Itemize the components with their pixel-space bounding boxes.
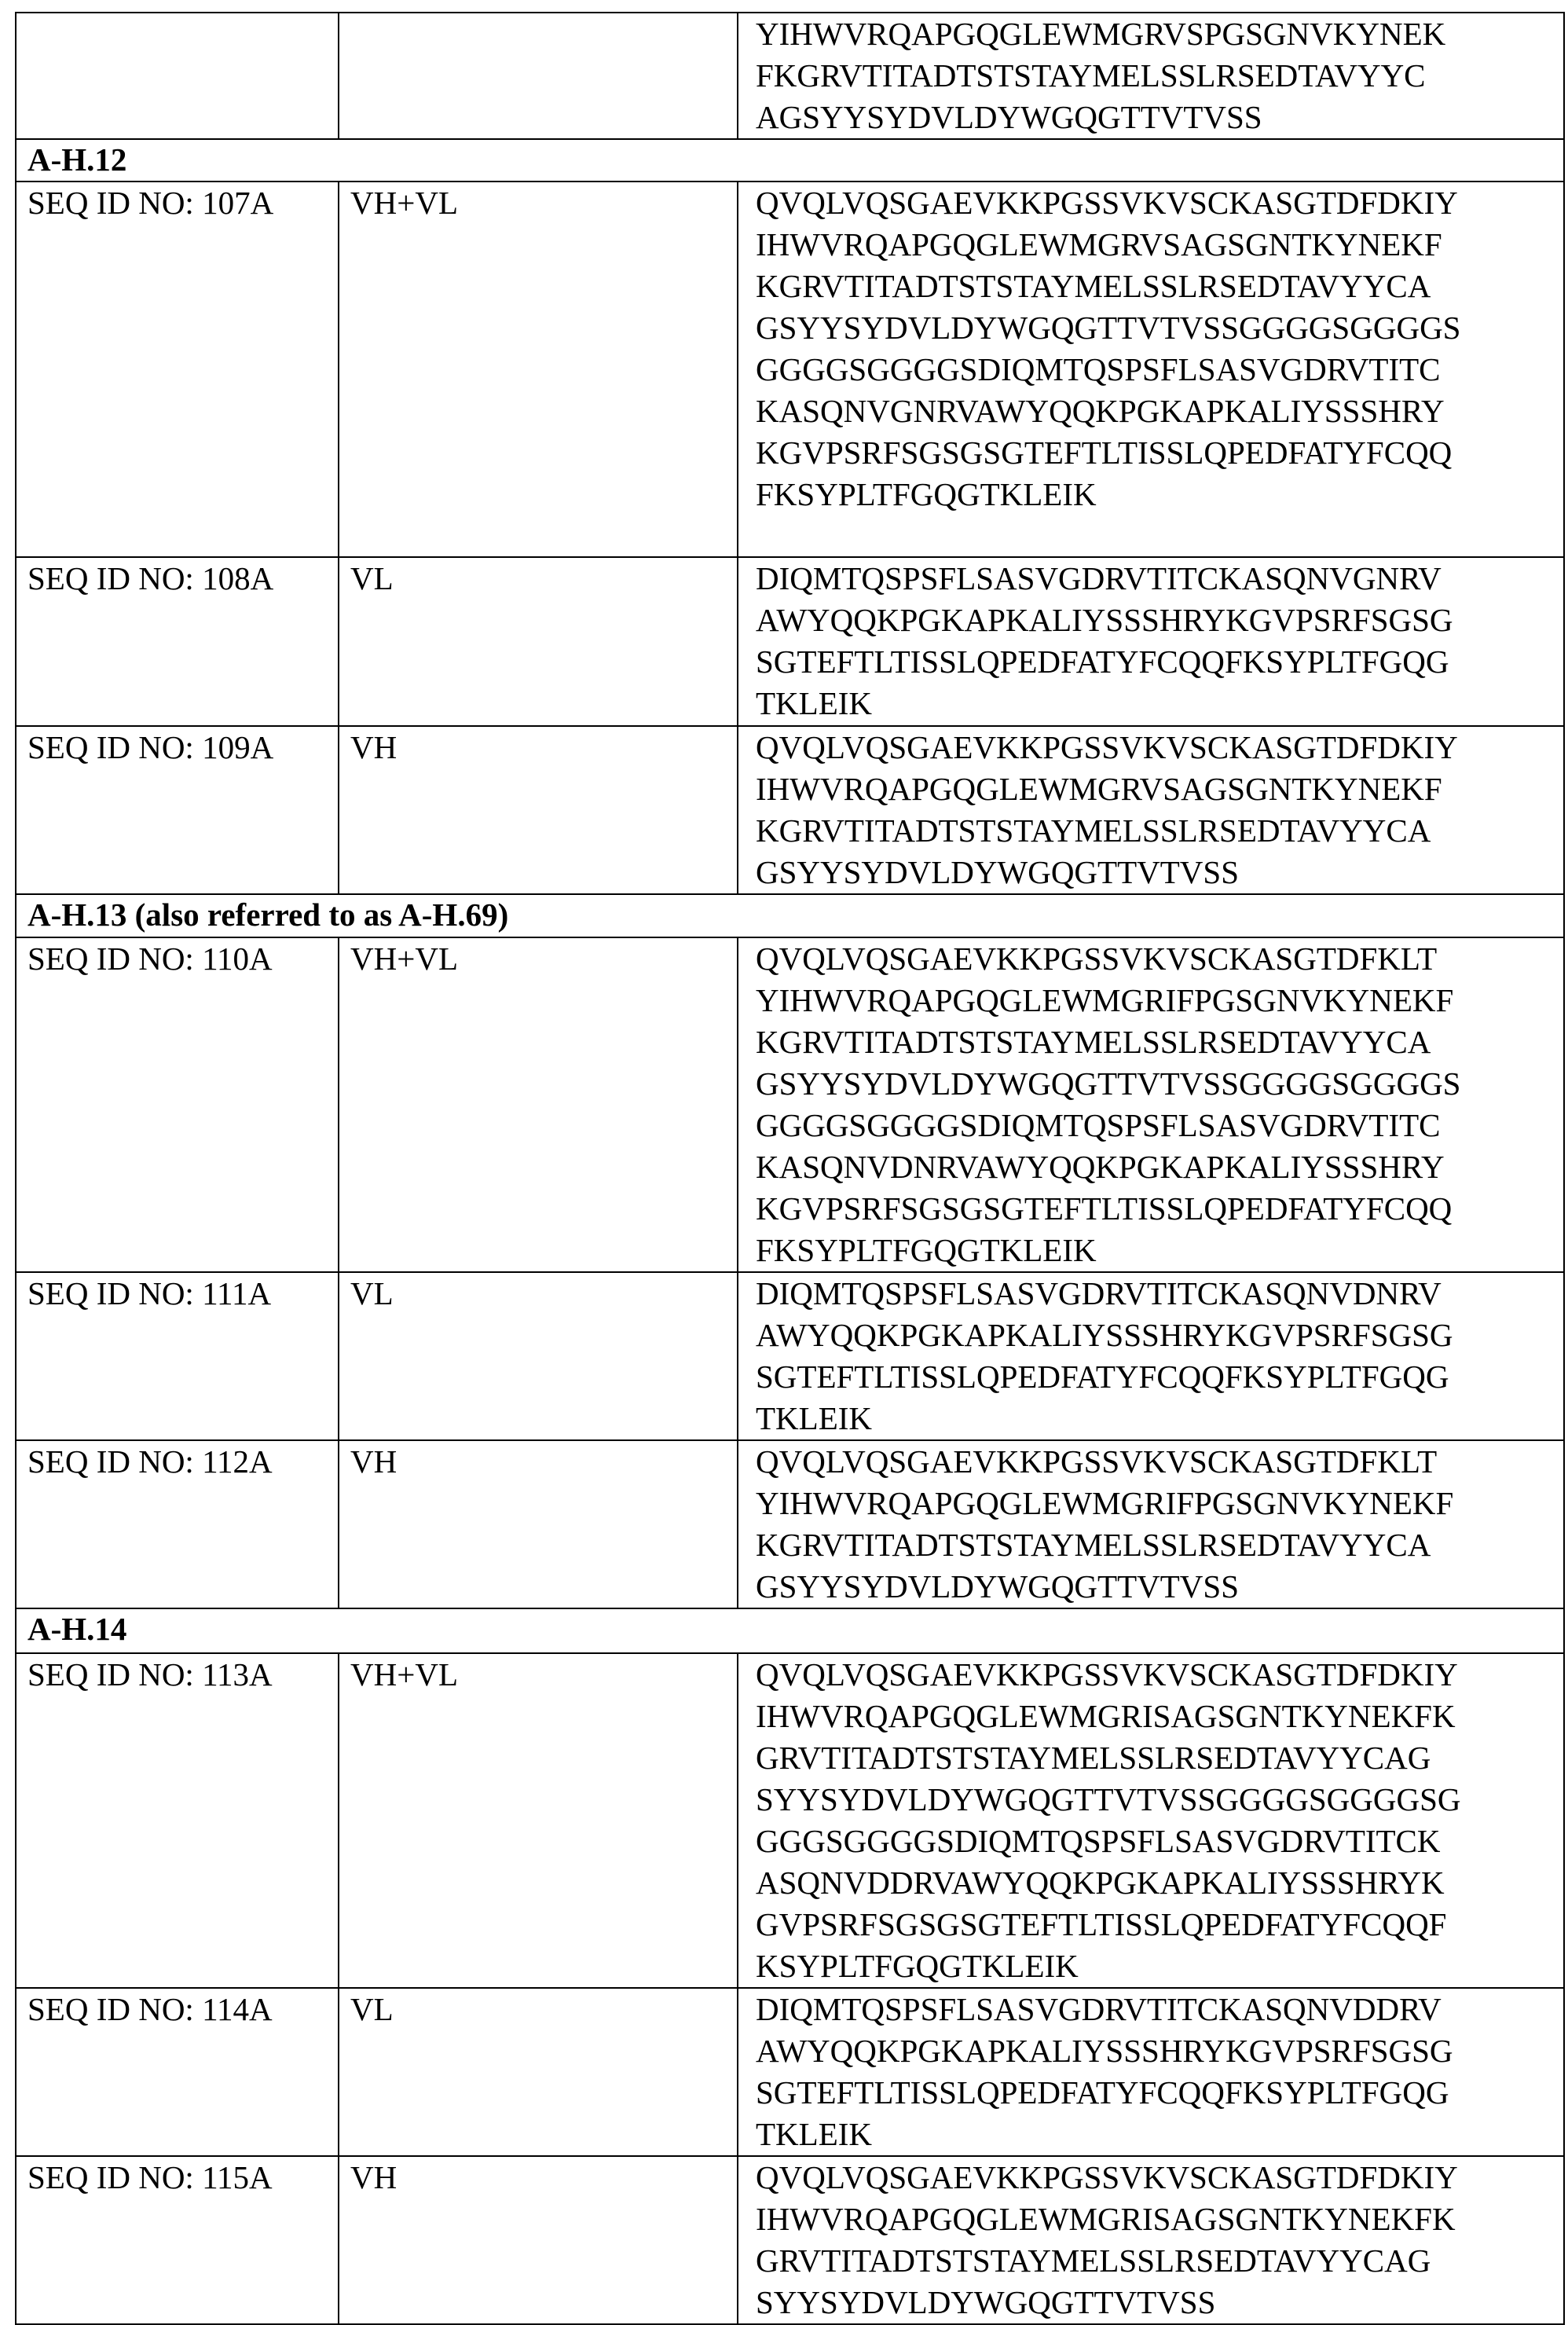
- seq-id-cell: SEQ ID NO: 108A: [16, 557, 339, 726]
- seq-id-cell: SEQ ID NO: 109A: [16, 726, 339, 894]
- chain-type-cell: [339, 13, 738, 139]
- group-header-row: [16, 1608, 1564, 1653]
- sequence-table: [15, 12, 1565, 2325]
- group-header-row: [16, 139, 1564, 182]
- group-header: A-H.12: [16, 139, 1564, 182]
- seq-id-cell: SEQ ID NO: 107A: [16, 182, 339, 557]
- seq-id-cell: SEQ ID NO: 111A: [16, 1272, 339, 1440]
- chain-type-cell: VL: [339, 557, 738, 726]
- group-header-row: [16, 894, 1564, 937]
- seq-id-cell: SEQ ID NO: 114A: [16, 1988, 339, 2156]
- sequence-cell: YIHWVRQAPGQGLEWMGRVSPGSGNVKYNEK FKGRVTITADTSTSTAYMELSSLRSEDTAVYYC AGSYYSYDVLDYWGQGTTVTVSS: [738, 13, 1564, 139]
- chain-type-cell: VH: [339, 2156, 738, 2324]
- sequence-cell: QVQLVQSGAEVKKPGSSVKVSCKASGTDFDKIY IHWVRQAPGQGLEWMGRISAGSGNTKYNEKFK GRVTITADTSTSTAYMELSSLRSEDTAVYYCAG SYYSYDVLDYWGQGTTVTVSSGGGGSGGGGSG GGGSGGGGSDIQMTQSPSFLSASVGDRVTITCK ASQNVDDRVAWYQQKPGKAPKALIYSSSHRYK GVPSRFSGSGSGTEFTLTISSLQPEDFATYFCQQF KSYPLTFGQGTKLEIK: [738, 1653, 1564, 1988]
- table-row: [16, 1988, 1564, 2156]
- sequence-cell: DIQMTQSPSFLSASVGDRVTITCKASQNVDNRV AWYQQKPGKAPKALIYSSSHRYKGVPSRFSGSG SGTEFTLTISSLQPEDFATYFCQQFKSYPLTFGQG TKLEIK: [738, 1272, 1564, 1440]
- seq-id-cell: SEQ ID NO: 112A: [16, 1440, 339, 1608]
- sequence-cell: QVQLVQSGAEVKKPGSSVKVSCKASGTDFDKIY IHWVRQAPGQGLEWMGRISAGSGNTKYNEKFK GRVTITADTSTSTAYMELSSLRSEDTAVYYCAG SYYSYDVLDYWGQGTTVTVSS: [738, 2156, 1564, 2324]
- seq-id-cell: SEQ ID NO: 110A: [16, 937, 339, 1272]
- sequence-cell: DIQMTQSPSFLSASVGDRVTITCKASQNVGNRV AWYQQKPGKAPKALIYSSSHRYKGVPSRFSGSG SGTEFTLTISSLQPEDFATYFCQQFKSYPLTFGQG TKLEIK: [738, 557, 1564, 726]
- table-row: [16, 13, 1564, 139]
- seq-id-cell: [16, 13, 339, 139]
- table-row: [16, 937, 1564, 1272]
- table-row: [16, 1653, 1564, 1988]
- table-row: [16, 1440, 1564, 1608]
- chain-type-cell: VH: [339, 1440, 738, 1608]
- sequence-cell: QVQLVQSGAEVKKPGSSVKVSCKASGTDFKLT YIHWVRQAPGQGLEWMGRIFPGSGNVKYNEKF KGRVTITADTSTSTAYMELSSLRSEDTAVYYCA GSYYSYDVLDYWGQGTTVTVSS: [738, 1440, 1564, 1608]
- group-header: A-H.14: [16, 1608, 1564, 1653]
- table-row: [16, 2156, 1564, 2324]
- sequence-cell: DIQMTQSPSFLSASVGDRVTITCKASQNVDDRV AWYQQKPGKAPKALIYSSSHRYKGVPSRFSGSG SGTEFTLTISSLQPEDFATYFCQQFKSYPLTFGQG TKLEIK: [738, 1988, 1564, 2156]
- chain-type-cell: VL: [339, 1272, 738, 1440]
- chain-type-cell: VH: [339, 726, 738, 894]
- seq-id-cell: SEQ ID NO: 113A: [16, 1653, 339, 1988]
- sequence-cell: QVQLVQSGAEVKKPGSSVKVSCKASGTDFDKIY IHWVRQAPGQGLEWMGRVSAGSGNTKYNEKF KGRVTITADTSTSTAYMELSSLRSEDTAVYYCA GSYYSYDVLDYWGQGTTVTVSSGGGGSGGGGS GGGGSGGGGSDIQMTQSPSFLSASVGDRVTITC KASQNVGNRVAWYQQKPGKAPKALIYSSSHRY KGVPSRFSGSGSGTEFTLTISSLQPEDFATYFCQQ FKSYPLTFGQGTKLEIK: [738, 182, 1564, 557]
- sequence-cell: QVQLVQSGAEVKKPGSSVKVSCKASGTDFDKIY IHWVRQAPGQGLEWMGRVSAGSGNTKYNEKF KGRVTITADTSTSTAYMELSSLRSEDTAVYYCA GSYYSYDVLDYWGQGTTVTVSS: [738, 726, 1564, 894]
- chain-type-cell: VL: [339, 1988, 738, 2156]
- table-row: [16, 1272, 1564, 1440]
- sequence-cell: QVQLVQSGAEVKKPGSSVKVSCKASGTDFKLT YIHWVRQAPGQGLEWMGRIFPGSGNVKYNEKF KGRVTITADTSTSTAYMELSSLRSEDTAVYYCA GSYYSYDVLDYWGQGTTVTVSSGGGGSGGGGS GGGGSGGGGSDIQMTQSPSFLSASVGDRVTITC KASQNVDNRVAWYQQKPGKAPKALIYSSSHRY KGVPSRFSGSGSGTEFTLTISSLQPEDFATYFCQQ FKSYPLTFGQGTKLEIK: [738, 937, 1564, 1272]
- seq-id-cell: SEQ ID NO: 115A: [16, 2156, 339, 2324]
- table-row: [16, 182, 1564, 557]
- chain-type-cell: VH+VL: [339, 1653, 738, 1988]
- chain-type-cell: VH+VL: [339, 937, 738, 1272]
- group-header: A-H.13 (also referred to as A-H.69): [16, 894, 1564, 937]
- table-row: [16, 726, 1564, 894]
- table-row: [16, 557, 1564, 726]
- chain-type-cell: VH+VL: [339, 182, 738, 557]
